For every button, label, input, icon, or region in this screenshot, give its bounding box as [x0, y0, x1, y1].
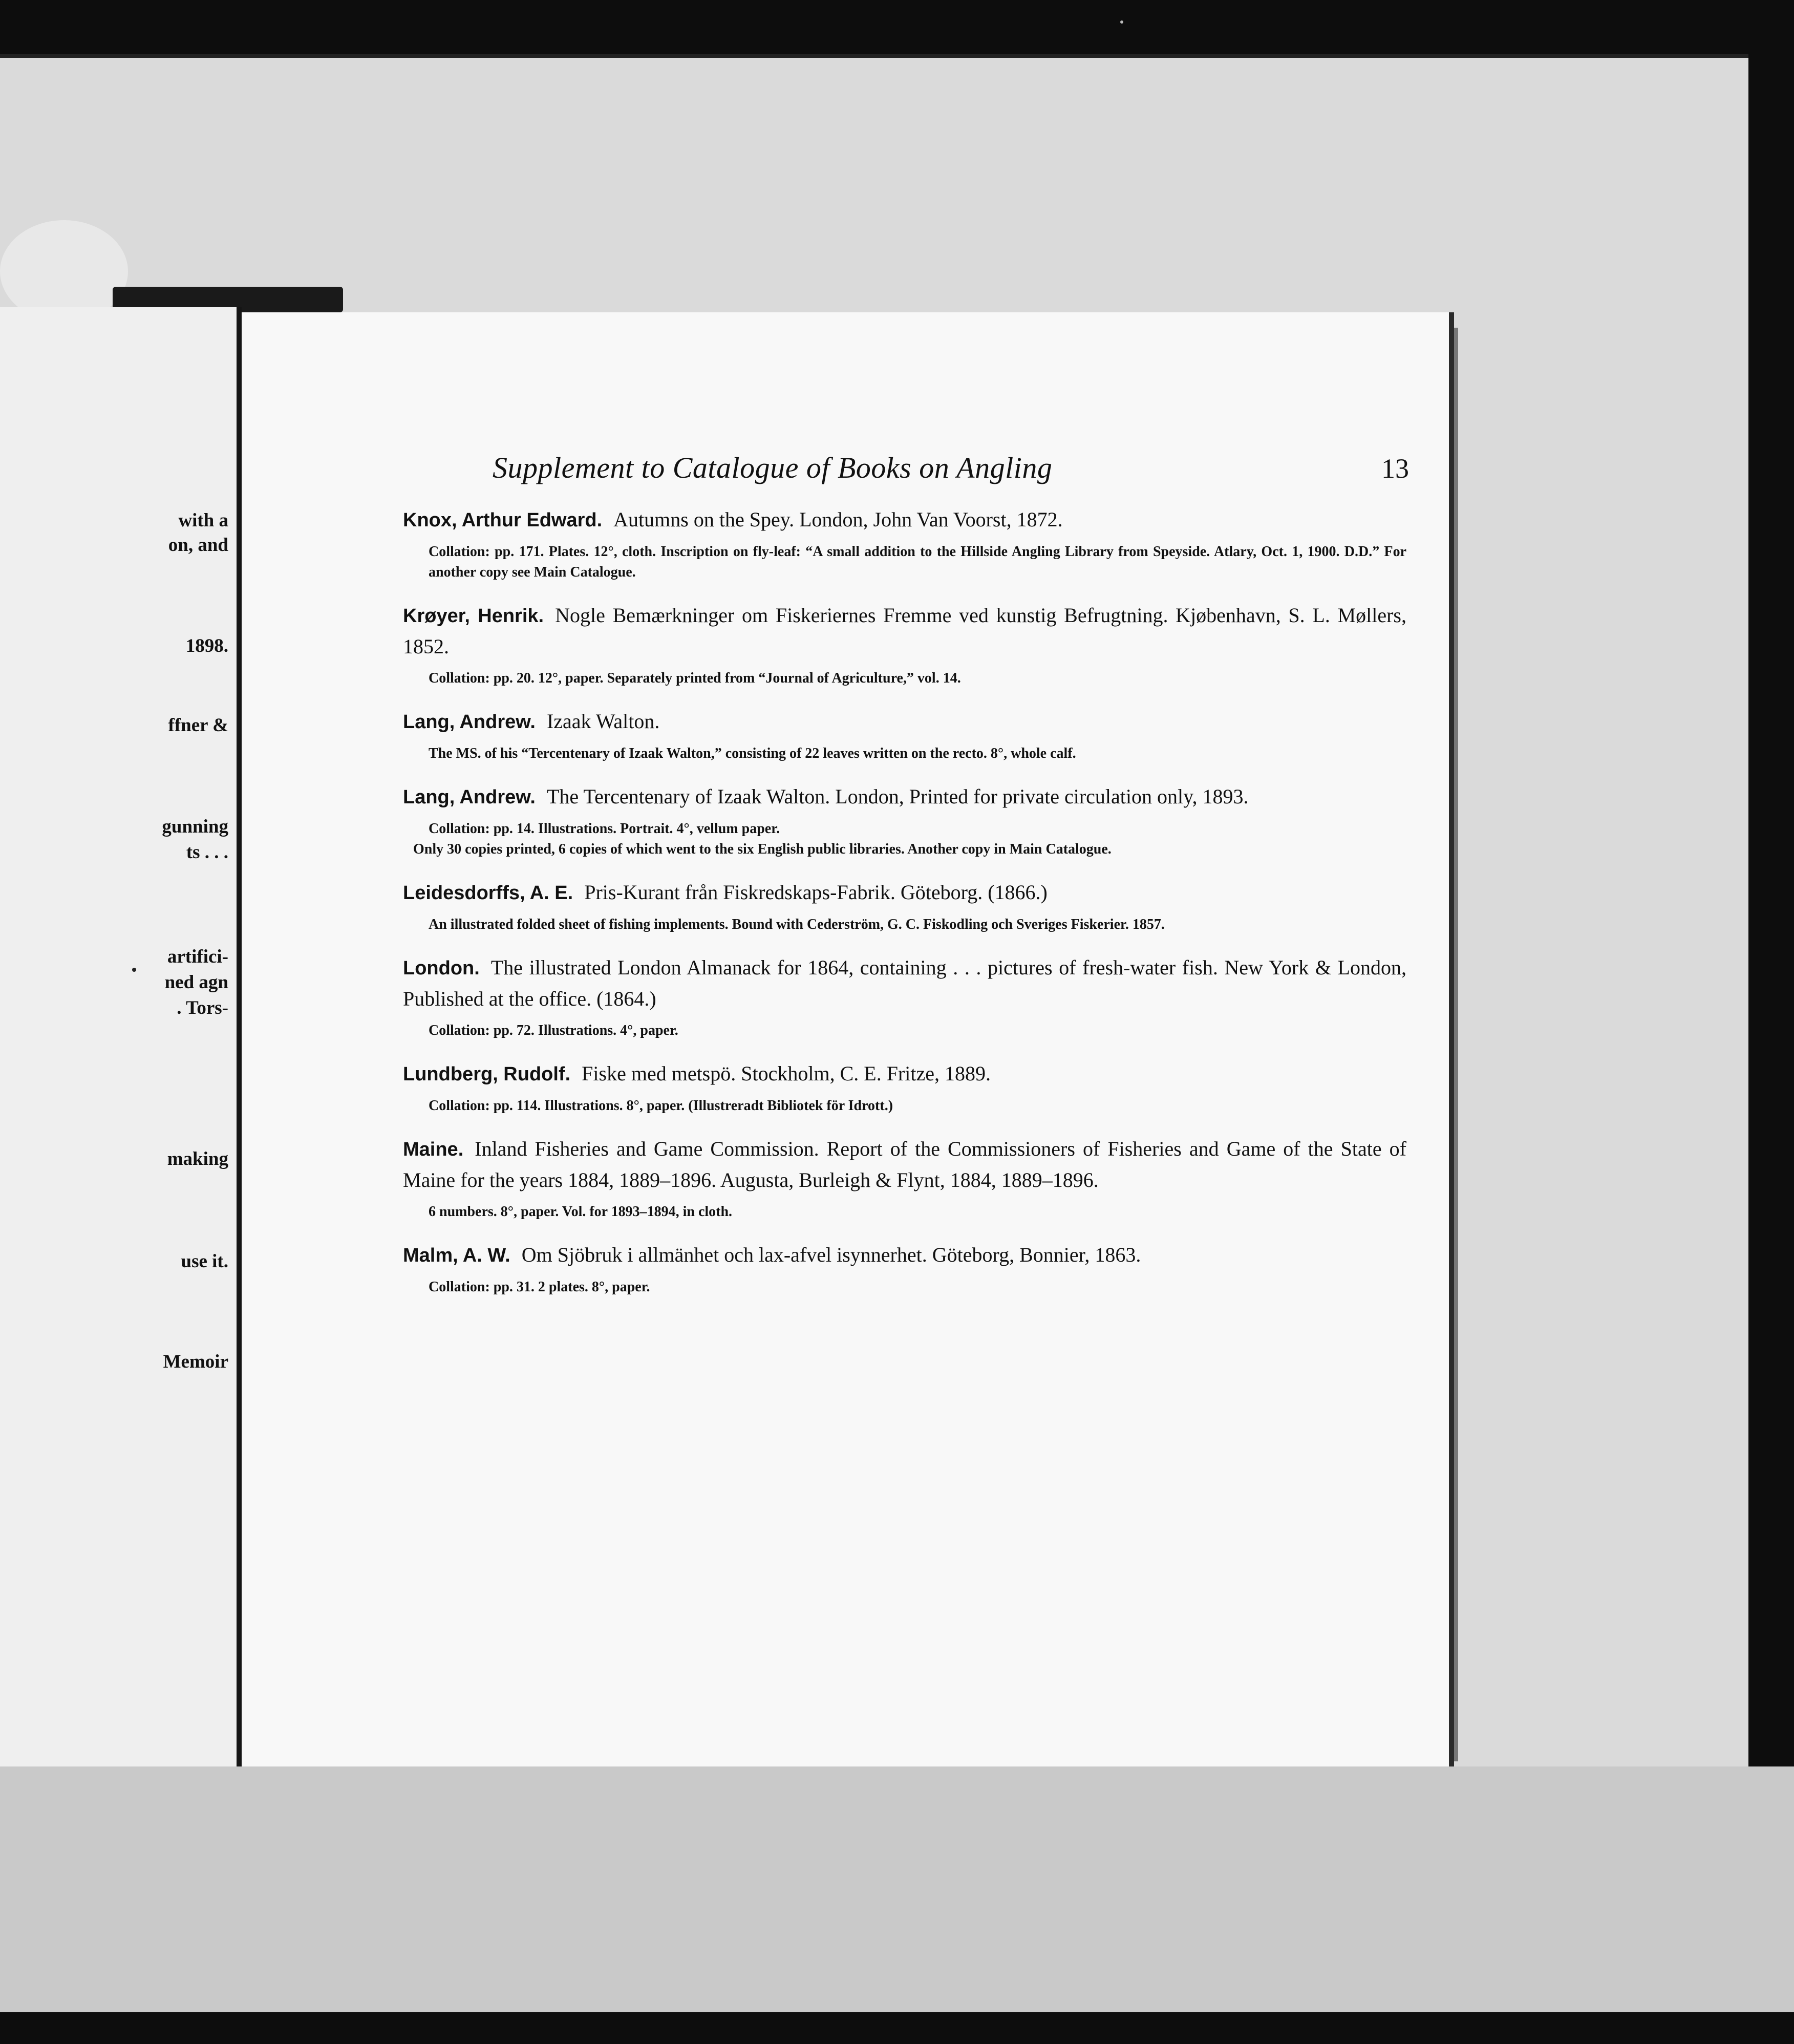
left-page-fragment: with a — [178, 510, 228, 531]
entry-title: Om Sjöbruk i allmänhet och lax-afvel isynnerhet. Göteborg, Bonnier, 1863. — [521, 1243, 1141, 1266]
entry-title: Inland Fisheries and Game Commission. Report of the Commissioners of Fisheries and Game of the State of Maine for the years 1884, 1889–1896. Augusta, Burleigh & Flynt, 1884, 1889–1896. — [403, 1137, 1406, 1191]
entry-title: Fiske med metspö. Stockholm, C. E. Fritze, 1889. — [582, 1062, 991, 1085]
entry-main — [403, 952, 1406, 1014]
running-header — [493, 451, 1409, 485]
entry-title: Izaak Walton. — [546, 710, 660, 733]
catalogue-entries — [403, 504, 1406, 1315]
left-page-fragment: use it. — [181, 1251, 228, 1272]
entry-title: The illustrated London Almanack for 1864, containing . . . pictures of fresh-water fish. New York & London, Published at the office. (1864.) — [403, 956, 1406, 1010]
entry-title: Pris-Kurant från Fiskredskaps-Fabrik. Göteborg. (1866.) — [584, 881, 1048, 904]
catalogue-entry — [403, 1058, 1406, 1116]
entry-collation: Collation: pp. 171. Plates. 12°, cloth. Inscription on fly-leaf: “A small addition to the Hillside Angling Library from Speyside. Atlary, Oct. 1, 1900. D.D.” For another copy see Main Catalogue. — [429, 544, 1406, 580]
entry-main — [403, 877, 1406, 908]
catalogue-entry — [403, 600, 1406, 689]
scan-bottom-band — [0, 1766, 1794, 2012]
entry-author: Knox, Arthur Edward. — [403, 509, 603, 531]
catalogue-page — [242, 312, 1454, 1782]
entry-collation: Collation: pp. 31. 2 plates. 8°, paper. — [429, 1279, 650, 1295]
entry-author: London. — [403, 957, 480, 979]
left-page-fragment: artifici- — [167, 946, 228, 967]
catalogue-entry — [403, 504, 1406, 583]
page-edge — [1454, 328, 1458, 1761]
entry-main — [403, 706, 1406, 737]
catalogue-entry — [403, 706, 1406, 764]
entry-collation: 6 numbers. 8°, paper. Vol. for 1893–1894, in cloth. — [429, 1204, 733, 1220]
entry-collation: Collation: pp. 20. 12°, paper. Separately printed from “Journal of Agriculture,” vol. 14. — [429, 670, 961, 686]
entry-main — [403, 1058, 1406, 1090]
entry-title: The Tercentenary of Izaak Walton. London, Printed for private circulation only, 1893. — [546, 785, 1249, 808]
entry-note: Only 30 copies printed, 6 copies of which went to the six English public libraries. Another copy in Main Catalogue. — [413, 841, 1112, 857]
left-page — [0, 307, 240, 1777]
entry-author: Lang, Andrew. — [403, 711, 536, 733]
entry-collation: Collation: pp. 114. Illustrations. 8°, paper. (Illustreradt Bibliotek för Idrott.) — [429, 1098, 893, 1114]
entry-author: Maine. — [403, 1139, 464, 1160]
entry-title: Autumns on the Spey. London, John Van Voorst, 1872. — [613, 508, 1063, 531]
catalogue-entry — [403, 952, 1406, 1041]
entry-author: Leidesdorffs, A. E. — [403, 882, 573, 904]
entry-main — [403, 1134, 1406, 1196]
left-page-fragment: ffner & — [168, 715, 228, 736]
entry-collation: An illustrated folded sheet of fishing implements. Bound with Cederström, G. C. Fiskodling och Sveriges Fiskerier. 1857. — [429, 917, 1165, 932]
entry-author: Malm, A. W. — [403, 1245, 510, 1266]
entry-collation: Collation: pp. 72. Illustrations. 4°, paper. — [429, 1023, 678, 1038]
left-page-fragment: gunning — [162, 816, 228, 837]
entry-author: Krøyer, Henrik. — [403, 605, 544, 627]
left-page-fragment: ts . . . — [186, 842, 228, 863]
page-gutter — [237, 307, 242, 1777]
entry-author: Lundberg, Rudolf. — [403, 1063, 571, 1085]
left-page-fragment: . Tors- — [177, 997, 228, 1018]
catalogue-entry — [403, 1134, 1406, 1222]
entry-collation: The MS. of his “Tercentenary of Izaak Walton,” consisting of 22 leaves written on the recto. 8°, whole calf. — [429, 746, 1076, 761]
left-page-fragment: on, and — [168, 535, 228, 556]
entry-author: Lang, Andrew. — [403, 786, 536, 808]
running-title: Supplement to Catalogue of Books on Angling — [493, 451, 1053, 484]
catalogue-entry — [403, 781, 1406, 860]
page-number: 13 — [1381, 453, 1409, 484]
entry-main — [403, 504, 1406, 536]
entry-collation: Collation: pp. 14. Illustrations. Portrait. 4°, vellum paper. — [429, 821, 780, 837]
entry-main — [403, 1240, 1406, 1271]
entry-main — [403, 600, 1406, 662]
scan-speck — [1120, 20, 1123, 24]
left-page-fragment: Memoir — [163, 1351, 228, 1372]
left-page-fragment: making — [167, 1148, 228, 1169]
entry-main — [403, 781, 1406, 813]
left-page-fragment: 1898. — [185, 635, 228, 656]
back-sheet-edge — [0, 54, 1748, 58]
scan-speck — [132, 968, 136, 972]
left-page-fragment: ned agn — [164, 972, 228, 993]
catalogue-entry — [403, 877, 1406, 935]
catalogue-entry — [403, 1240, 1406, 1297]
entry-title: Nogle Bemærkninger om Fiskeriernes Fremme ved kunstig Befrugtning. Kjøbenhavn, S. L. Møllers, 1852. — [403, 604, 1406, 658]
